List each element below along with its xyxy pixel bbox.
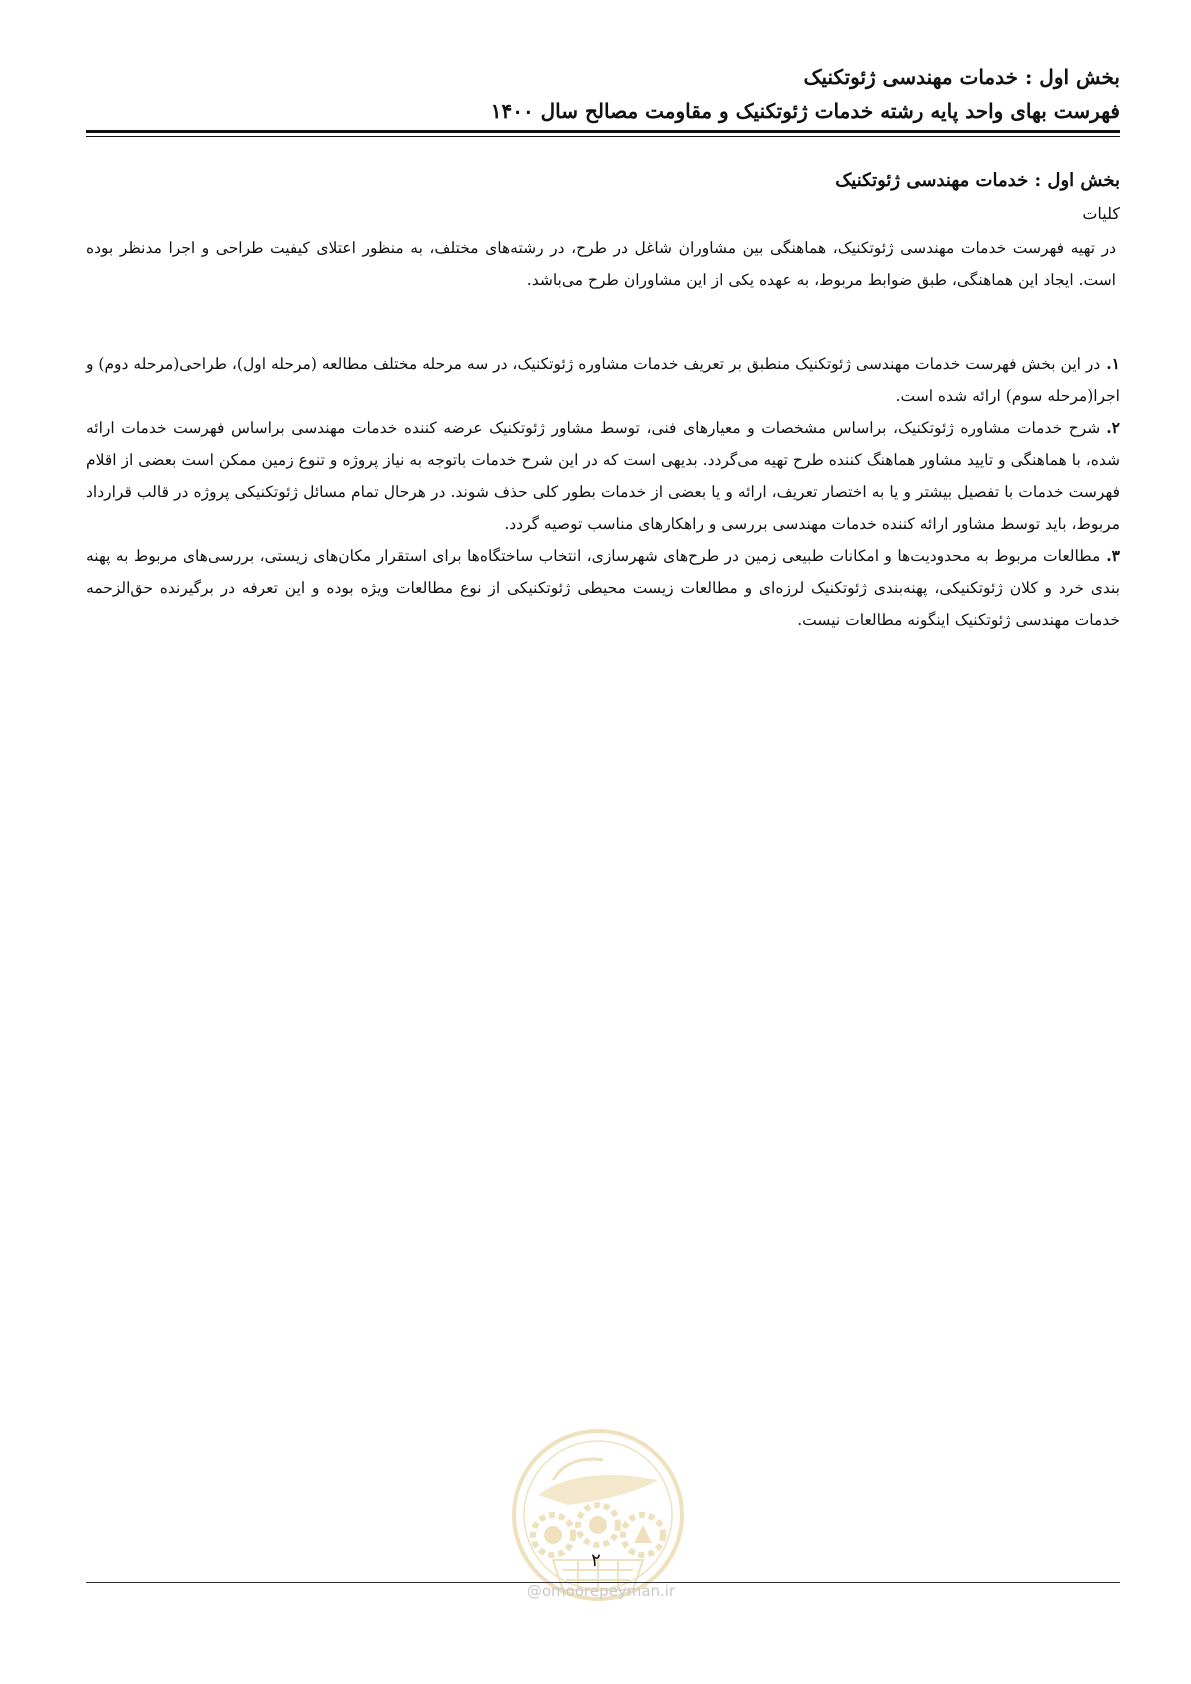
list-item-text: مطالعات مربوط به محدودیت‌ها و امکانات طبیعی زمین در طرح‌های شهرسازی، انتخاب ساختگاه‌ها برای استقرار مکان‌های زیستی، بررسی‌های مربوط به پهنه بندی خرد و کلان ژئوتکنیکی، پهنه‌بندی ژئوتکنیک لرزه‌ای و مطالعات زیست محیطی ژئوتکنیکی از نوع مطالعات ویژه بوده و این تعرفه در برگیرنده حق‌الزحمه خدمات مهندسی ژئوتکنیک اینگونه مطالعات نیست.: [86, 547, 1120, 629]
list-item-number: ۳.: [1106, 546, 1120, 565]
list-item-text: شرح خدمات مشاوره ژئوتکنیک، براساس مشخصات و معیارهای فنی، توسط مشاور ژئوتکنیک عرضه کننده خدمات مهندسی براساس فهرست خدمات ارائه شده، با هماهنگی و تایید مشاور هماهنگ کننده طرح تهیه می‌گردد. بدیهی است که در این شرح خدمات باتوجه به نیاز پروژه و تنوع زمین ممکن است بعضی از اقلام فهرست خدمات با تفصیل بیشتر و یا به اختصار تعریف، ارائه و یا بعضی از خدمات بطور کلی حذف شوند. در هرحال تمام مسائل ژئوتکنیکی پروژه در قالب قرارداد مربوط، باید توسط مشاور ارائه کننده خدمات مهندسی بررسی و راهکارهای مناسب توصیه گردد.: [86, 419, 1120, 533]
page-number: ۲: [591, 1550, 601, 1571]
header-document-title: فهرست بهای واحد پایه رشته خدمات ژئوتکنیک و مقاومت مصالح سال ۱۴۰۰: [490, 99, 1120, 123]
header-rule-thick: [86, 130, 1120, 133]
intro-paragraph: در تهیه فهرست خدمات مهندسی ژئوتکنیک، هماهنگی بین مشاوران شاغل در طرح، در رشته‌های مختلف، به منظور اعتلای کیفیت طراحی و اجرا مدنظر بوده است. ایجاد این هماهنگی، طبق ضوابط مربوط، به عهده یکی از این مشاوران طرح می‌باشد.: [86, 239, 1116, 289]
list-item-1: [86, 348, 1120, 412]
list-item-text: در این بخش فهرست خدمات مهندسی ژئوتکنیک منطبق بر تعریف خدمات مشاوره ژئوتکنیک، در سه مرحله مختلف مطالعه (مرحله اول)، طراحی(مرحله دوم) و اجرا(مرحله سوم) ارائه شده است.: [86, 355, 1120, 405]
watermark-site: @omoorepeyman.ir: [526, 1582, 676, 1600]
list-item-2: [86, 412, 1120, 540]
page-header: [86, 60, 1120, 128]
list-item-3: [86, 540, 1120, 636]
page-body: [86, 164, 1120, 636]
header-section-line: بخش اول : خدمات مهندسی ژئوتکنیک: [803, 65, 1120, 89]
header-rule-thin: [86, 136, 1120, 137]
section-title: بخش اول : خدمات مهندسی ژئوتکنیک: [835, 170, 1120, 191]
section-subtitle: کلیات: [1082, 204, 1120, 223]
list-item-number: ۱.: [1106, 354, 1120, 373]
list-item-number: ۲.: [1106, 418, 1120, 437]
